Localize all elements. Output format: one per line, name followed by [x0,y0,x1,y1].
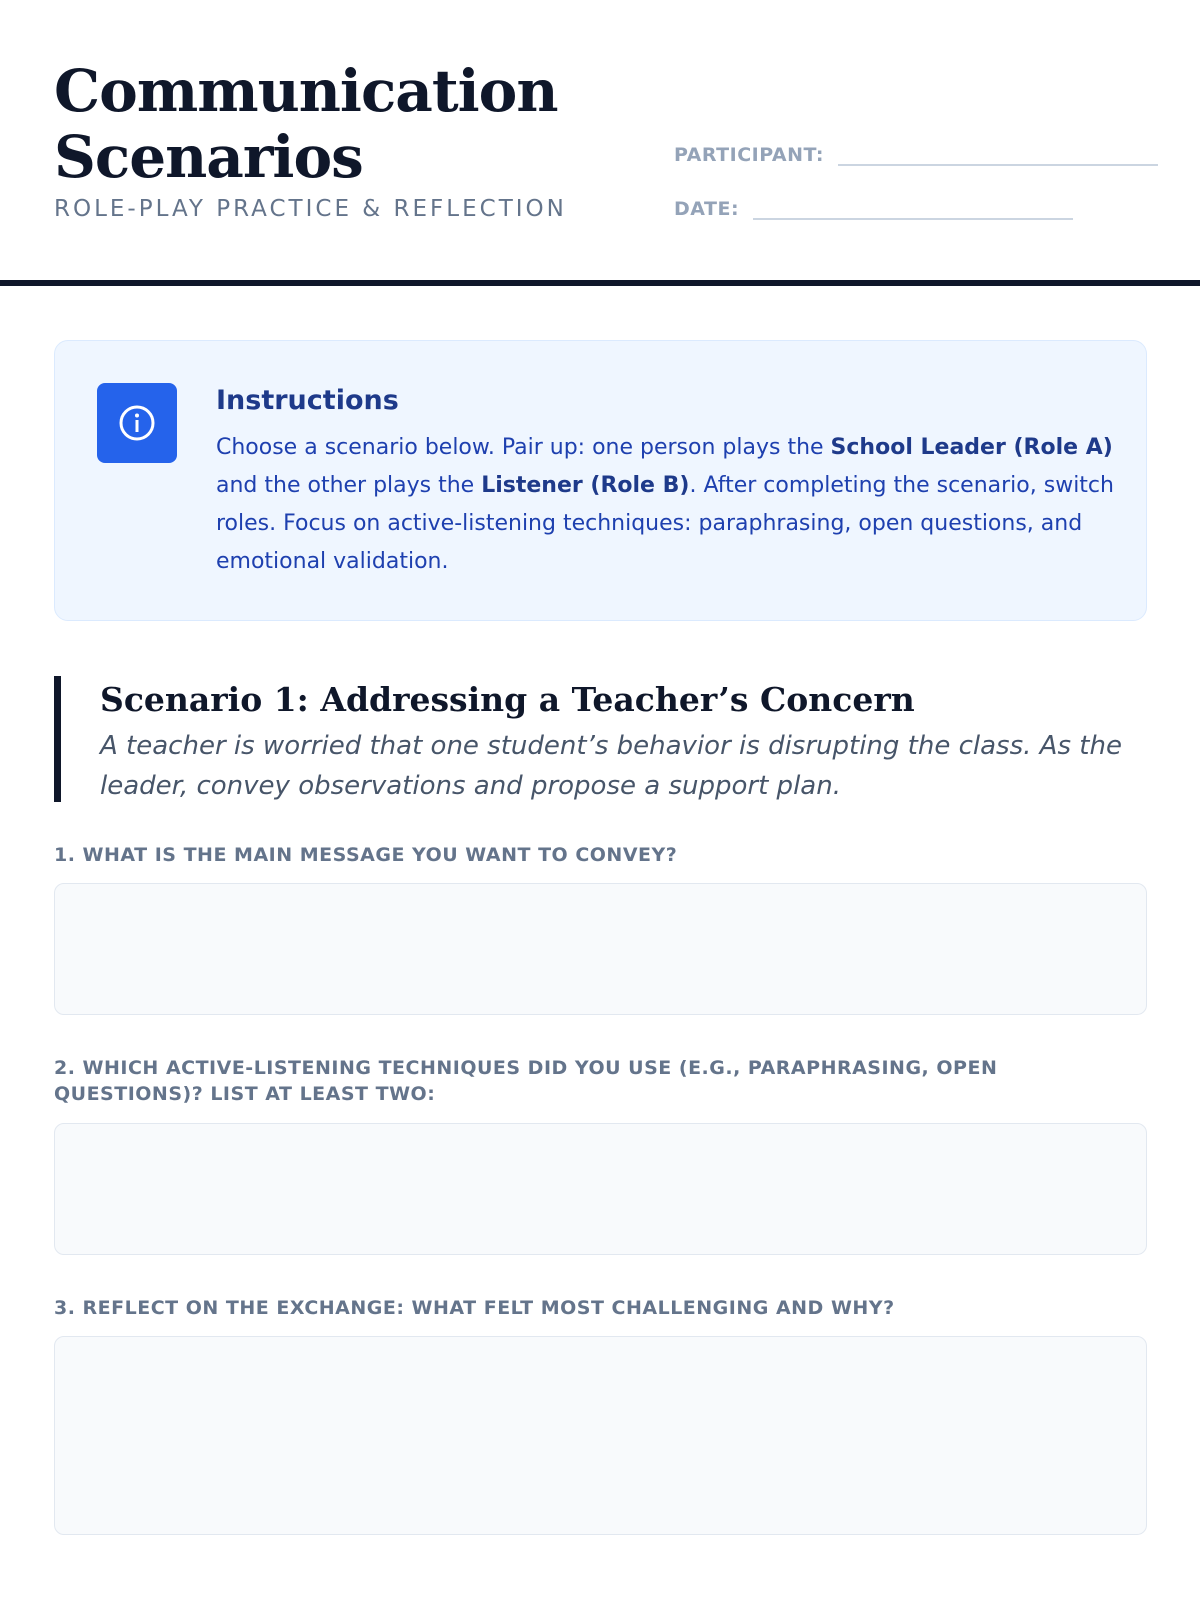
role-b-label: Listener (Role B) [481,473,690,498]
info-icon [97,383,177,463]
scenario-block [54,676,1147,802]
instructions-title: Instructions [216,385,399,416]
instructions-text [216,429,1116,581]
answer-box-2[interactable] [54,1123,1147,1255]
title-line-1: Communication [54,57,558,125]
question-label-2: 2. WHICH ACTIVE-LISTENING TECHNIQUES DID YOU USE (E.G., PARAPHRASING, OPEN QUESTIONS)? LIST AT LEAST TWO: [54,1057,998,1105]
date-label: DATE: [674,198,740,220]
answer-box-3[interactable] [54,1336,1147,1535]
instructions-text-part: . After completing the scenario, switch roles. Focus on active-listening techniques: paraphrasing, open questions, and emotional validation. [216,473,1114,574]
participant-field [674,140,1158,166]
scenario-title: Scenario 1: Addressing a Teacher’s Concern [100,680,915,719]
instructions-text-part: and the other plays the [216,473,482,498]
instructions-box [54,340,1147,621]
page-title [54,58,558,190]
answer-box-1[interactable] [54,883,1147,1015]
role-a-label: School Leader (Role A) [830,435,1113,460]
scenario-description: A teacher is worried that one student’s behavior is disrupting the class. As the leader, convey observations and propose a support plan. [100,731,1122,801]
question-label-3: 3. REFLECT ON THE EXCHANGE: WHAT FELT MOST CHALLENGING AND WHY? [54,1297,895,1319]
date-line[interactable] [753,194,1073,220]
scenario-accent-bar [54,676,61,802]
date-field [674,194,1073,220]
instructions-text-part: Choose a scenario below. Pair up: one person plays the [216,435,831,460]
participant-line[interactable] [838,140,1158,166]
page-subtitle: ROLE-PLAY PRACTICE & REFLECTION [54,196,567,222]
participant-label: PARTICIPANT: [674,144,825,166]
question-label-1: 1. WHAT IS THE MAIN MESSAGE YOU WANT TO CONVEY? [54,844,678,866]
header-divider [0,280,1200,286]
header [54,58,1147,228]
title-line-2: Scenarios [54,123,363,191]
